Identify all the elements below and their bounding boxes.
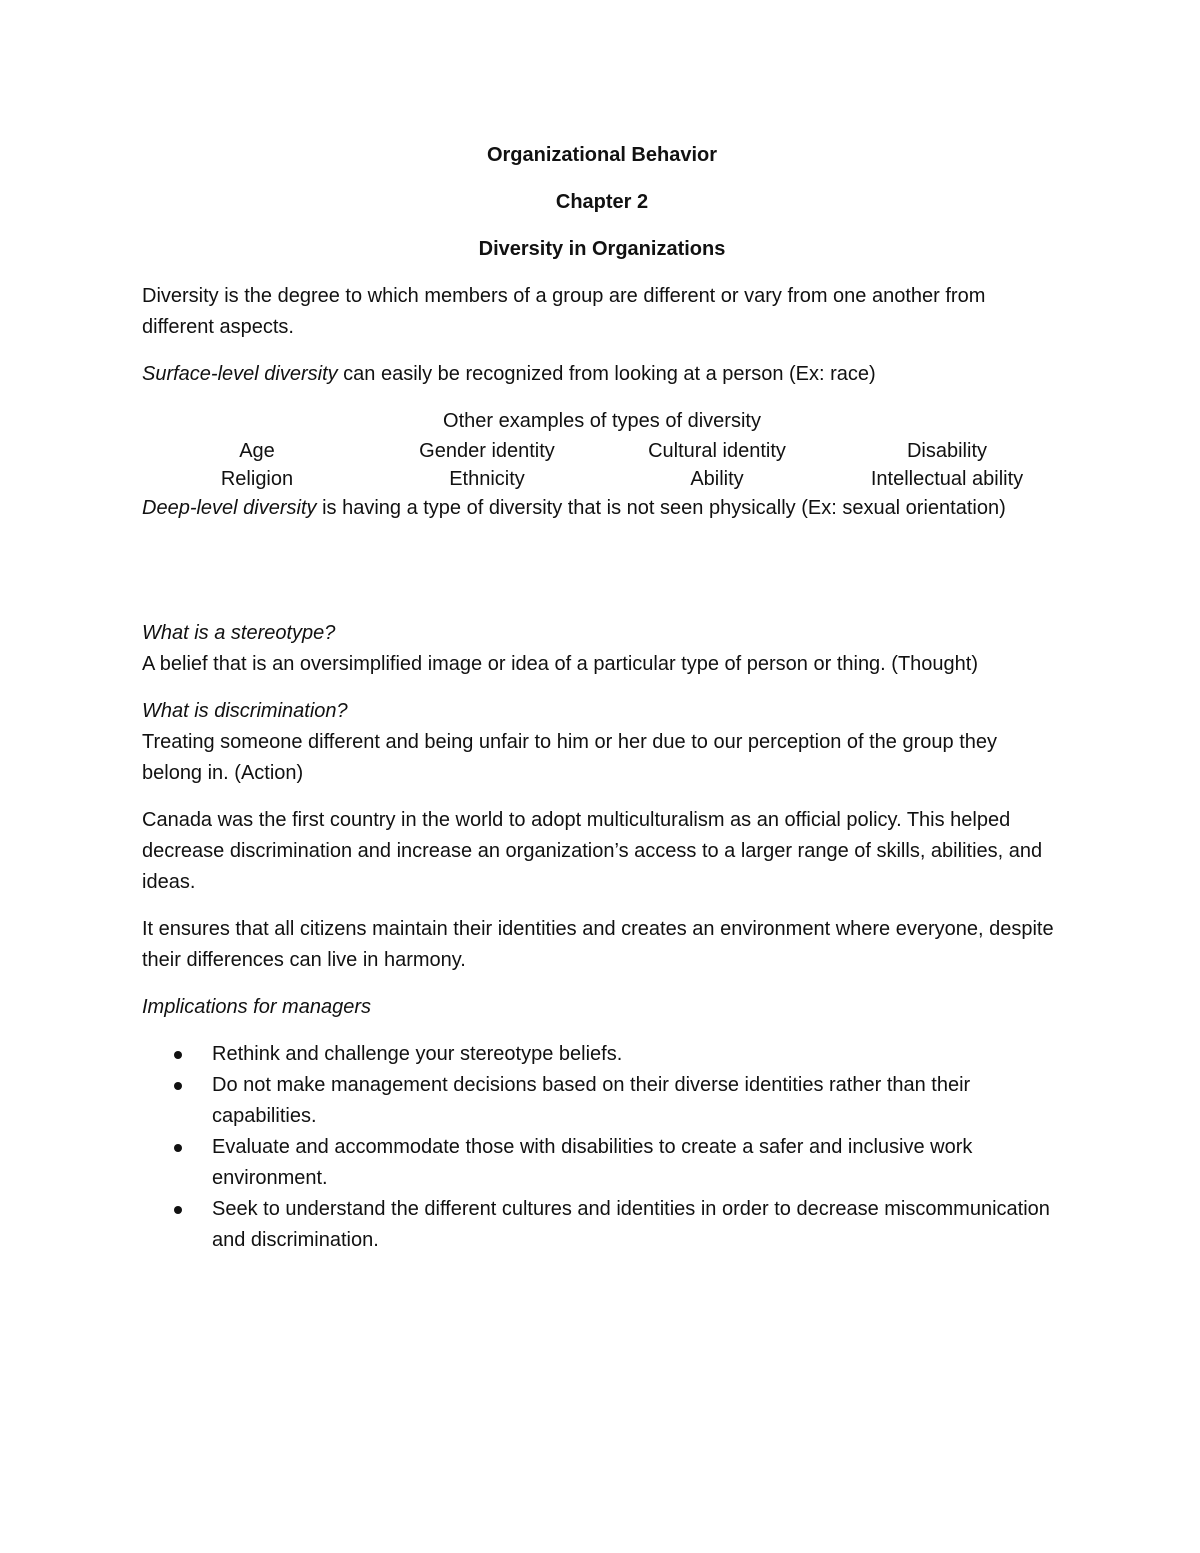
surface-level-paragraph (142, 359, 1062, 390)
discrimination-question: What is discrimination? (142, 700, 348, 722)
diversity-type-item: Ethnicity (449, 468, 525, 490)
topic-title: Diversity in Organizations (478, 238, 726, 260)
deep-level-paragraph (142, 493, 1062, 524)
harmony-paragraph: It ensures that all citizens maintain their identities and creates an environment where everyone, despite their differences can live in harmony. (142, 918, 1054, 971)
surface-level-text: can easily be recognized from looking at a person (Ex: race) (337, 363, 876, 385)
diversity-types-heading: Other examples of types of diversity (443, 410, 761, 432)
blank-space (142, 540, 1062, 618)
diversity-type-item: Cultural identity (648, 440, 786, 462)
implications-list (142, 1039, 1062, 1256)
deep-level-text: is having a type of diversity that is not seen physically (Ex: sexual orientation) (316, 497, 1006, 519)
implications-heading: Implications for managers (142, 996, 371, 1018)
canada-paragraph: Canada was the first country in the world to adopt multiculturalism as an official policy. This helped decrease discrimination and increase an organization’s access to a larger range of skills, abilities, and ideas. (142, 809, 1043, 893)
list-item: Evaluate and accommodate those with disabilities to create a safer and inclusive work environment. (212, 1132, 1062, 1194)
stereotype-question: What is a stereotype? (142, 622, 336, 644)
diversity-types-table (142, 437, 1062, 493)
list-item: Do not make management decisions based on their diverse identities rather than their capabilities. (212, 1070, 1062, 1132)
diversity-type-item: Gender identity (419, 440, 555, 462)
discrimination-answer: Treating someone different and being unfair to him or her due to our perception of the group they belong in. (Action) (142, 731, 997, 784)
surface-level-term: Surface-level diversity (142, 363, 338, 385)
diversity-type-item: Age (239, 440, 275, 462)
course-title: Organizational Behavior (486, 144, 718, 166)
stereotype-answer: A belief that is an oversimplified image or idea of a particular type of person or thing. (Thought) (142, 653, 979, 675)
diversity-definition: Diversity is the degree to which members of a group are different or vary from one another from different aspects. (142, 285, 986, 338)
list-item: Rethink and challenge your stereotype beliefs. (212, 1039, 1062, 1070)
diversity-type-item: Ability (690, 468, 744, 490)
list-item: Seek to understand the different cultures and identities in order to decrease miscommunication and discrimination. (212, 1194, 1062, 1256)
diversity-type-item: Religion (220, 468, 294, 490)
diversity-type-item: Intellectual ability (870, 468, 1024, 490)
chapter-title: Chapter 2 (555, 191, 649, 213)
diversity-type-item: Disability (906, 440, 988, 462)
document-body (142, 140, 1062, 1256)
deep-level-term: Deep-level diversity (142, 497, 317, 519)
